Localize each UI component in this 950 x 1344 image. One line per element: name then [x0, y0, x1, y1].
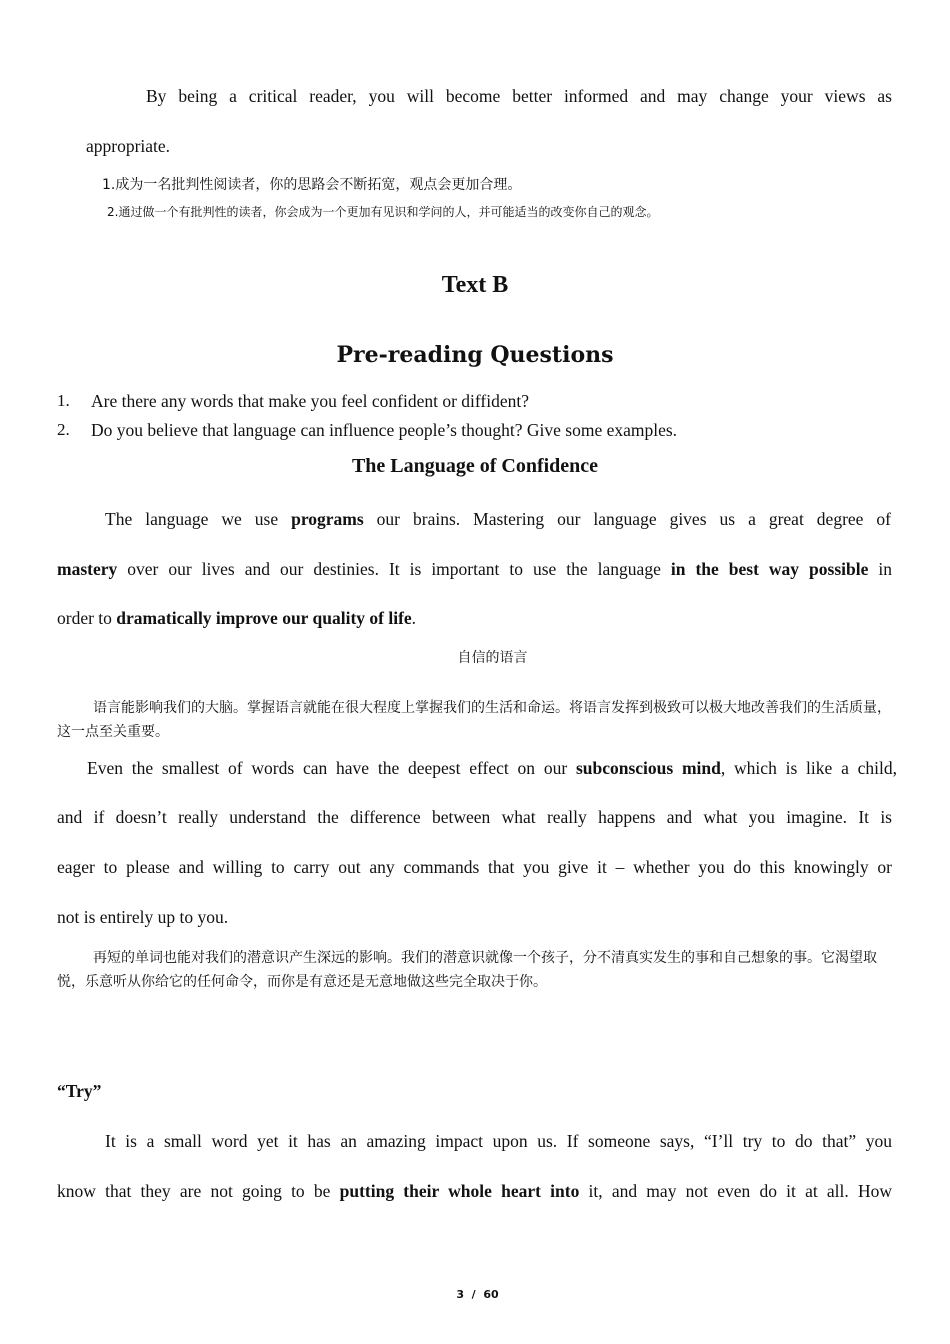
cn-paragraph-2: 再短的单词也能对我们的潜意识产生深远的影响。我们的潜意识就像一个孩子，分不清真实发生的事和自己想象的事。它渴望取悦，乐意听从你给它的任何命令，而你是有意还是无意地做这些完全取决于你。: [57, 950, 877, 990]
p2-line-4: not is entirely up to you.: [57, 907, 229, 927]
p2-line-3: eager to please and willing to carry out any commands that you give it – whether you do this knowingly or: [57, 857, 892, 877]
question-1-text: Are there any words that make you feel confident or diffident?: [91, 391, 529, 411]
p3-line-1: It is a small word yet it has an amazing impact upon us. If someone says, “I’ll try to do that” you: [105, 1131, 892, 1151]
intro-line-2: appropriate.: [86, 136, 171, 156]
intro-translation-2: 2.通过做一个有批判性的读者，你会成为一个更加有见识和学问的人，并可能适当的改变你自己的观念。: [107, 205, 659, 219]
intro-line-1: By being a critical reader, you will become better informed and may change your views as: [146, 86, 892, 106]
p2-line-1: Even the smallest of words can have the deepest effect on our subconscious mind, which is like a child,: [87, 758, 897, 778]
bold-mastery: mastery: [57, 559, 118, 579]
question-1-number: 1.: [57, 391, 70, 410]
bold-improve-quality: dramatically improve our quality of life: [116, 608, 412, 628]
p1-line-1: The language we use programs our brains. Mastering our language gives us a great degree of: [105, 509, 891, 529]
bold-best-way: in the best way possible: [670, 559, 869, 579]
page-number: 3 / 60: [456, 1288, 499, 1301]
question-2-number: 2.: [57, 420, 70, 439]
p1-line-3: order to dramatically improve our quality of life.: [57, 608, 417, 628]
intro-translation-1: 1.成为一名批判性阅读者，你的思路会不断拓宽，观点会更加合理。: [102, 177, 522, 193]
bold-whole-heart: putting their whole heart into: [339, 1181, 580, 1201]
bold-subconscious-mind: subconscious mind: [575, 758, 721, 778]
p2-line-2: and if doesn’t really understand the difference between what really happens and what you imagine. It is: [57, 807, 892, 827]
try-heading: “Try”: [57, 1081, 102, 1101]
article-title: The Language of Confidence: [351, 455, 599, 477]
bold-programs: programs: [291, 509, 364, 529]
text-b-title: Text B: [441, 272, 509, 298]
prereading-title: Pre-reading Questions: [336, 342, 614, 368]
question-2-text: Do you believe that language can influence people’s thought? Give some examples.: [91, 420, 678, 440]
cn-paragraph-1: 语言能影响我们的大脑。掌握语言就能在很大程度上掌握我们的生活和命运。将语言发挥到极致可以极大地改善我们的生活质量，这一点至关重要。: [57, 700, 891, 740]
p1-line-2: mastery over our lives and our destinies. It is important to use the language in the best way possible in: [57, 559, 892, 579]
p3-line-2: know that they are not going to be putting their whole heart into it, and may not even do it at all. How: [57, 1181, 893, 1201]
cn-title: 自信的语言: [457, 650, 528, 666]
